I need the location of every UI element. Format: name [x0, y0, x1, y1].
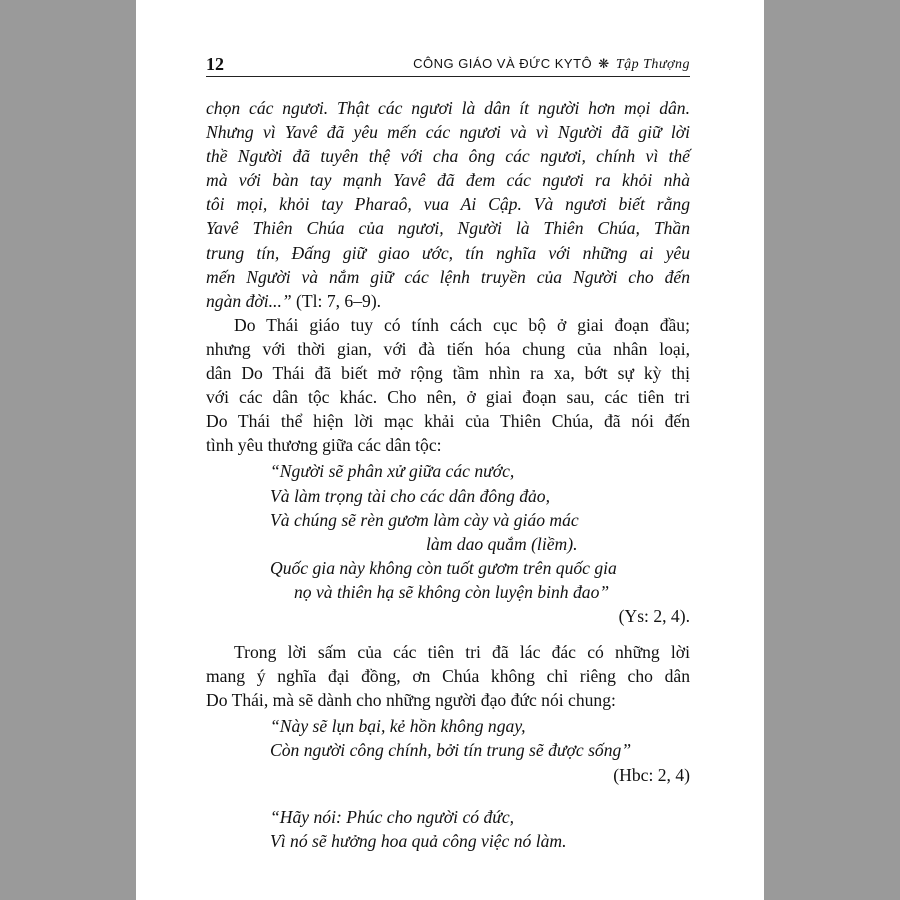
text-line: mang ý nghĩa đại đồng, ơn Chúa không chỉ riêng cho dân — [206, 666, 690, 687]
verse-quote — [206, 459, 690, 628]
verse-line: “Hãy nói: Phúc cho người có đức, — [270, 806, 515, 827]
verse-line: nọ và thiên hạ sẽ không còn luyện binh đao” — [294, 581, 610, 602]
text-line: thề Người đã tuyên thệ với cha ông các ngươi, chính vì thế — [206, 146, 690, 167]
book-page — [136, 0, 764, 900]
text-line: tình yêu thương giữa các dân tộc: — [206, 435, 442, 456]
scripture-reference: (Tl: 7, 6–9). — [291, 290, 382, 311]
running-head-volume: Tập Thượng — [615, 57, 690, 72]
verse-line: làm dao quắm (liềm). — [426, 533, 578, 554]
verse-quote — [206, 805, 690, 853]
running-head-title: CÔNG GIÁO VÀ ĐỨC KYTÔ — [413, 56, 593, 71]
paragraph — [206, 640, 690, 712]
text-line: Yavê Thiên Chúa của ngươi, Người là Thiên Chúa, Thần — [206, 218, 690, 239]
verse-line: Còn người công chính, bởi tín trung sẽ được sống” — [270, 740, 632, 761]
quote-end: ngàn đời...” — [206, 290, 292, 311]
page-body — [206, 96, 690, 853]
verse-line: Và làm trọng tài cho các dân đông đảo, — [270, 485, 551, 506]
verse-line: “Này sẽ lụn bại, kẻ hồn không ngay, — [270, 716, 526, 737]
text-line: mà với bàn tay mạnh Yavê đã đem các ngươi ra khỏi nhà — [206, 170, 690, 191]
verse-line: Vì nó sẽ hưởng hoa quả công việc nó làm. — [270, 830, 567, 851]
text-line: Do Thái thể hiện lời mạc khải của Thiên Chúa, đã nói đến — [206, 411, 690, 432]
text-line: trung tín, Đấng giữ giao ước, tín nghĩa với những ai yêu — [206, 242, 690, 263]
verse-line: “Người sẽ phân xử giữa các nước, — [270, 461, 515, 482]
ornament-icon: ❋ — [598, 56, 610, 71]
scan-margin-left — [0, 0, 136, 900]
text-line: dân Do Thái đã biết mở rộng tầm nhìn ra xa, bớt sự kỳ thị — [206, 363, 690, 384]
text-line: mến Người và nắm giữ các lệnh truyền của Người cho đến — [206, 266, 690, 287]
scan-margin-right — [764, 0, 900, 900]
text-line: Trong lời sấm của các tiên tri đã lác đác có những lời — [234, 642, 690, 663]
text-line: nhưng với thời gian, với đà tiến hóa chung của nhân loại, — [206, 338, 690, 359]
text-line: Do Thái, mà sẽ dành cho những người đạo đức nói chung: — [206, 690, 616, 711]
spacer — [206, 628, 690, 640]
text-line-last — [206, 289, 690, 313]
scripture-reference: (Hbc: 2, 4) — [613, 764, 690, 785]
verse-line: Và chúng sẽ rèn gươm làm cày và giáo mác — [270, 509, 579, 530]
spacer — [206, 787, 690, 805]
running-head — [413, 56, 690, 73]
page-number: 12 — [206, 54, 224, 74]
paragraph-scripture — [206, 96, 690, 313]
text-line: Nhưng vì Yavê đã yêu mến các ngươi và vì Người đã giữ lời — [206, 122, 690, 143]
header-rule — [206, 76, 690, 77]
verse-line: Quốc gia này không còn tuốt gươm trên quốc gia — [270, 557, 617, 578]
scripture-reference: (Ys: 2, 4). — [618, 605, 690, 626]
page-header — [206, 54, 690, 76]
text-line: chọn các ngươi. Thật các ngươi là dân ít người hơn mọi dân. — [206, 98, 690, 118]
paragraph — [206, 313, 690, 458]
text-line: với các dân tộc khác. Cho nên, ở giai đoạn sau, các tiên tri — [206, 387, 690, 408]
text-line: tôi mọi, khỏi tay Pharaô, vua Ai Cập. Và ngươi biết rằng — [206, 194, 690, 215]
verse-quote — [206, 714, 690, 786]
text-line: Do Thái giáo tuy có tính cách cục bộ ở giai đoạn đầu; — [234, 314, 690, 335]
